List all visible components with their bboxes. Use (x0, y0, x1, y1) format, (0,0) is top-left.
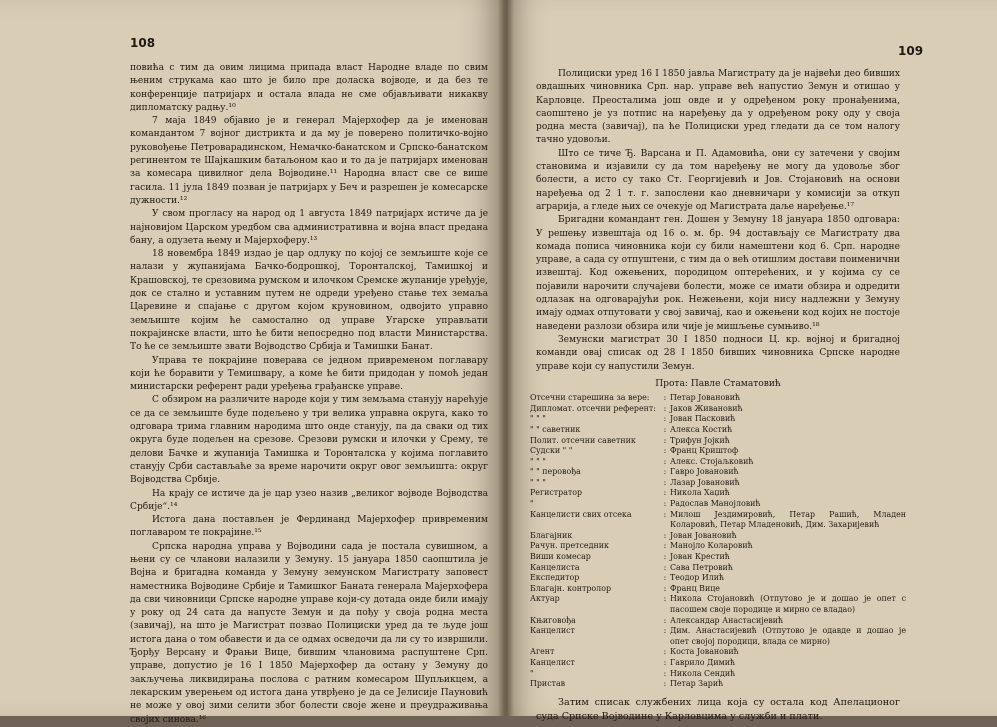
staff-name: Радослав Манојловић (670, 499, 761, 509)
staff-row (530, 616, 906, 627)
staff-name: Никола Сендић (670, 668, 736, 678)
staff-separator: : (663, 552, 667, 562)
staff-name: Петар Зарић (670, 679, 724, 689)
staff-position: " " " (530, 456, 546, 466)
staff-row (530, 531, 906, 542)
closing-note (536, 696, 900, 724)
staff-row (530, 488, 906, 499)
staff-separator: : (663, 499, 667, 509)
staff-name: Никола Хаџић (670, 488, 730, 498)
staff-position: Канцелиста (530, 562, 580, 572)
staff-name: Дим. Анастасијевић (Отпутово је одавде и дошао је опет својој породици, влада се мирно) (670, 626, 906, 646)
staff-separator: : (663, 467, 667, 477)
staff-separator: : (663, 403, 667, 413)
staff-name: Алекс. Стојаљковић (670, 456, 754, 466)
paragraph: С обзиром на различите народе који у тим земљама станују нарећује се да се земљиште буде подељено у три велика управна округа, како то одговара трима главним народима што онде станују, па да сваки од тих округа буде подељен на срезове. Срезови румски и илочки у Срему, те делови Бачке и жупанија Тамишка и Торонталска у којима поглавито станују Срби састављаће за време нарочити округ овог земљишта: округ Војводства Србије. (130, 395, 488, 486)
staff-position: Рачун. претседник (530, 541, 609, 551)
staff-position: " " " (530, 477, 546, 487)
staff-name: Лазар Јовановић (670, 477, 740, 487)
staff-name: Јаков Живановић (670, 403, 743, 413)
staff-separator: : (663, 583, 667, 593)
paragraph: У свом прогласу на народ од 1 августа 1849 патријарх истиче да је најновијом Царском уредбом сва административна и војна власт предана бану, а одузета њему и Мајерхоферу.¹³ (130, 209, 488, 246)
staff-separator: : (663, 414, 667, 424)
paragraph: повића с тим да овим лицима припада власт Народне владе по свим њеним струкама као што је било пре доласка војводе, и да без те конференције патријарх и остала влада не сме објављивати никакву дипломатску радњу.¹⁰ (130, 63, 488, 113)
staff-separator: : (663, 488, 667, 498)
right-page-number: 109 (898, 44, 924, 58)
staff-name: Алекса Костић (670, 424, 733, 434)
staff-position: Експедитор (530, 573, 580, 583)
staff-separator: : (663, 530, 667, 540)
staff-name: Јован Јовановић (670, 530, 737, 540)
staff-row (530, 626, 906, 647)
staff-row (530, 541, 906, 552)
paragraph: Истога дана постављен је Фердинанд Мајерхофер привременим поглаваром те покрајине.¹⁵ (130, 515, 488, 539)
staff-name: Теодор Илић (670, 573, 725, 583)
paragraph: Српска народна управа у Војводини сада је постала сувишном, а њени су се чланови налазили у Земуну. 15 јануара 1850 саопштила је Војна и бригадна команда у Земуну земунском Магистрату заповест наместника Војводине Србије и Тамишког Баната генерала Мајерхофера да сви чиновници Српске народне управе који-су дотада онде били имају у року од 24 сата да напусте Земун и да пођу у своја родна места (завичај), на што је Магистрат позвао Полициски уред да те људе још истога дана о том обавести и да се одмах осведочи да ли су то извршили. Ђорђу Версану и Фрањи Вице, бившим члановима распуштене Срп. управе, допустио је 16 I 1850 Мајерхофер да остану у Земуну до закључења ликвидирања послова с ратним комесаром Шупљикцем, а лекарским уверењем од истога дана утврђено је да се Јелисије Пауновић не може у овој зими селити због болести своје жене и преудраживања својих синова.¹⁶ (130, 541, 488, 725)
staff-name: Јован Крестић (670, 552, 730, 562)
left-page-body (130, 62, 488, 727)
staff-separator: : (663, 456, 667, 466)
staff-separator: : (663, 573, 667, 583)
staff-name: Франц Вице (670, 583, 720, 593)
staff-position: Дипломат. отсечни референт: (530, 403, 656, 413)
staff-row (530, 658, 906, 669)
paragraph: Што се тиче Ђ. Варсана и П. Адамовића, они су затечени у својим становима и изјавили су да том наређењу не могу да удовоље због болести, а исто су тако Ст. Георгијевић и Јов. Стојановић на основи наређења од 2 1 т. г. запослени као дневничари у комисији за откуп аграрија, а гледе њих се очекује од Магистрата даље наређење.¹⁷ (536, 148, 900, 212)
staff-row (530, 552, 906, 563)
staff-position: Виши комесар (530, 552, 591, 562)
staff-separator: : (663, 477, 667, 487)
staff-row (530, 446, 906, 457)
staff-position: " " перовођа (530, 467, 581, 477)
staff-name: Милош Јездимировић, Петар Рашић, Младен Коларовић, Петар Младеновић, Дим. Захаријевић (670, 509, 906, 530)
staff-row (530, 393, 906, 404)
prota-line: Прота: Павле Стаматовић (655, 378, 781, 389)
paragraph: Земунски магистрат 30 I 1850 подноси Ц. кр. војној и бригадној команди овај списак од 28 I 1850 бивших чиновника Српске народне управе који су напустили Земун. (536, 334, 900, 372)
staff-name: Петар Јовановић (670, 393, 741, 403)
staff-position: Регистратор (530, 488, 583, 498)
staff-separator: : (663, 626, 667, 636)
book-gutter (498, 0, 514, 716)
staff-position: Благајн. контролор (530, 583, 611, 593)
staff-row (530, 584, 906, 595)
staff-name: Никола Стојановић (Отпутово је и дошао је опет с пасошем своје породице и мирно се владао) (670, 594, 906, 614)
staff-row (530, 414, 906, 425)
staff-row (530, 478, 906, 489)
staff-separator: : (663, 509, 667, 519)
staff-row (530, 457, 906, 468)
staff-separator: : (663, 594, 667, 604)
staff-row (530, 563, 906, 574)
staff-name: Гавро Јовановић (670, 467, 739, 477)
staff-position: Актуар (530, 594, 560, 604)
paragraph: На крају се истиче да је цар узео назив „великог војводе Војводства Србије“.¹⁴ (130, 488, 488, 512)
staff-separator: : (663, 446, 667, 456)
staff-position: Канцелист (530, 657, 575, 667)
staff-position: Благајник (530, 530, 573, 540)
staff-row (530, 669, 906, 680)
staff-position: Судски " " (530, 446, 573, 456)
staff-name: Гаврило Димић (670, 657, 736, 667)
staff-position: Канцелист (530, 626, 575, 636)
staff-separator: : (663, 424, 667, 434)
paragraph: 7 маја 1849 објавио је и генерал Мајерхофер да је именован командантом 7 војног дистрикта и да му је поверено политичко-војно руковођење Петроварадинском, Немачко-банатском и Српско-банатском регинентом те Шајкашким батаљоном као и то да је патријарх именован за комесара цивилног дела Војводине.¹¹ Народна власт све се више гасила. 11 јула 1849 позван је патријарх у Беч и разрешен је комесарске дужности.¹² (130, 116, 488, 206)
left-page-number: 108 (130, 36, 156, 50)
staff-name: Коста Јовановић (670, 647, 739, 657)
staff-row (530, 594, 906, 615)
staff-separator: : (663, 657, 667, 667)
staff-position: Пристав (530, 679, 566, 689)
staff-name: Александар Анастасијевић (670, 615, 784, 625)
staff-position: Канцелисти свих отсека (530, 509, 632, 519)
staff-row (530, 425, 906, 436)
staff-separator: : (663, 562, 667, 572)
staff-position: " " саветник (530, 424, 581, 434)
paragraph: Управа те покрајине поверава се једном привременом поглавару који ће боравити у Темишвару, а коме ће бити придодан у помоћ један министарски референт ради уређења грађанске управе. (130, 355, 488, 393)
staff-separator: : (663, 393, 667, 403)
staff-row (530, 499, 906, 510)
staff-row (530, 467, 906, 478)
staff-row (530, 404, 906, 415)
staff-position: Књиговођа (530, 615, 576, 625)
staff-name: Трифун Јојкић (670, 435, 730, 445)
paragraph: Бригадни командант ген. Дошен у Земуну 18 јануара 1850 одговара: У решењу извештаја од 16 о. м. бр. 94 достављају се Магистрату два комада пописа чиновника који су били намештени код 6. Срп. народне управе, а сада су отпуштени, с тим да о већ отишлим достави поименични извештај. Код ожењених, породицом оптерећених, и у којима су се појавили нарочити случајеви болести, може се имати обзира и одредити одлазак на одговарајући рок. Нежењени, који нису надлежни у Земуну имају одмах отпутовати у свој завичај, као и ожењени код којих не постоје наведени разлози обзира или чије је мишљење сумњиво.¹⁸ (536, 215, 900, 332)
paragraph: Полициски уред 16 I 1850 јавља Магистрату да је највећи део бивших овдашњих чиновника Срп. нар. управе већ напустио Земун и отишао у Карловце. Преосталима још овде и у одређеном року пронађенима, саопштено је уз потпис на наређењу да у одређеном року оду у своја родна места (завичај), па ће Полициски уред гледати да се том налогу тачно удовољи. (536, 69, 900, 146)
staff-row (530, 679, 906, 690)
right-page-body (530, 68, 906, 724)
staff-position: " " " (530, 414, 546, 424)
staff-position: Отсечни старешина за вере: (530, 393, 650, 403)
staff-row (530, 573, 906, 584)
staff-position: Агент (530, 647, 555, 657)
right-page (506, 0, 997, 722)
staff-position: " (530, 499, 534, 509)
staff-separator: : (663, 541, 667, 551)
staff-position: Полит. отсечни саветник (530, 435, 636, 445)
staff-list (530, 393, 906, 690)
staff-row (530, 647, 906, 658)
paragraph: Затим списак службених лица која су остала код Апелационог суда Српске Војводине у Карловцима у служби и плати. (536, 696, 900, 722)
staff-name: Сава Петровић (670, 562, 733, 572)
staff-name: Јован Пасковић (670, 414, 736, 424)
staff-row (530, 510, 906, 531)
staff-name: Манојло Коларовић (670, 541, 753, 551)
staff-name: Франц Криштоф (670, 446, 739, 456)
staff-separator: : (663, 668, 667, 678)
staff-separator: : (663, 435, 667, 445)
staff-separator: : (663, 647, 667, 657)
staff-position: " (530, 668, 534, 678)
staff-separator: : (663, 615, 667, 625)
staff-separator: : (663, 679, 667, 689)
paragraph: 18 новембра 1849 издао је цар одлуку по којој се земљиште које се налази у жупанијама Бачко-бодрошкој, Торонталској, Тамишкој и Крашовској, те срезовима румском и илочком Сремске жупаније уређује, док се стално и уставним путем не одреди уређено стање тех земаља Царевине и спајање с другом којом круновином, одвојито управно земљиште којим ће самостално од управе Угарске управљати покрајинске власти, што ће бити непосредно под власти Министарства. То ће се земљиште звати Војводство Србија и Тамишки Банат. (130, 249, 489, 353)
staff-row (530, 436, 906, 447)
